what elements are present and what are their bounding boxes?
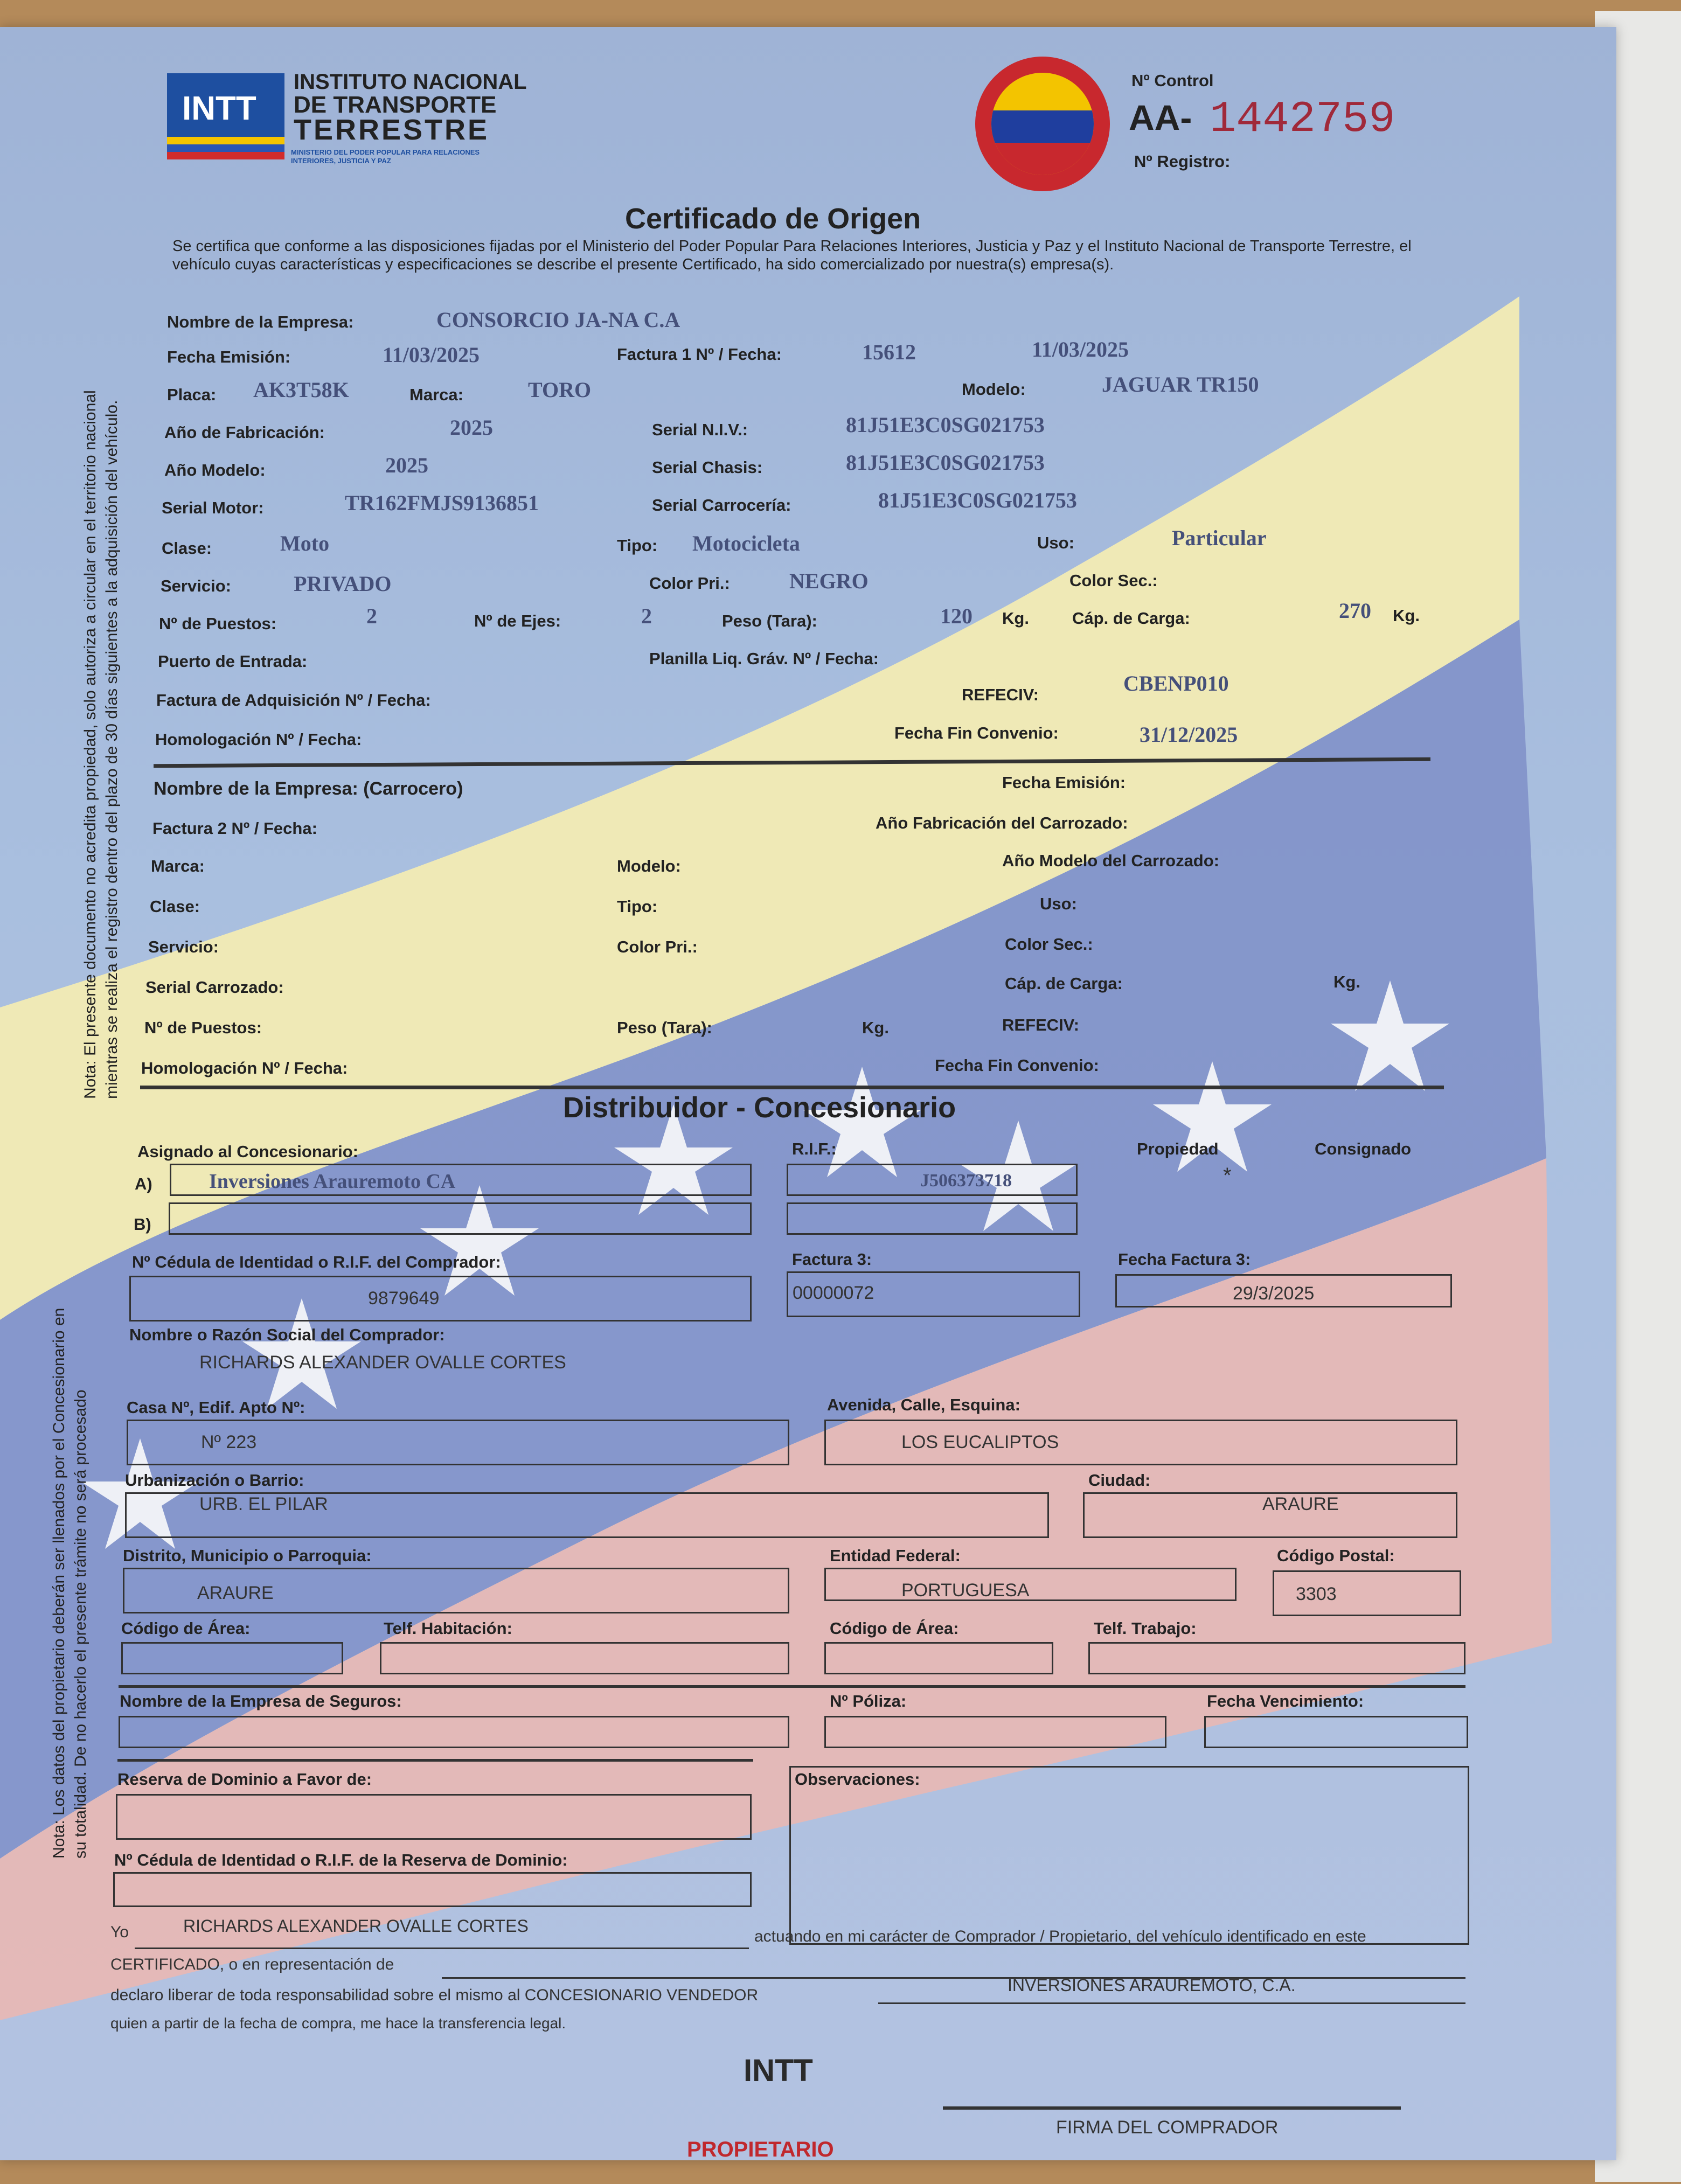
entidad-field[interactable] bbox=[824, 1568, 1237, 1601]
peso-unit: Kg. bbox=[1002, 609, 1029, 628]
servicio-label: Servicio: bbox=[161, 576, 231, 595]
page-title: Certificado de Origen bbox=[625, 203, 921, 235]
puerto-label: Puerto de Entrada: bbox=[158, 652, 308, 671]
puestos-value: 2 bbox=[366, 604, 377, 628]
codigo-area-label: Código de Área: bbox=[121, 1619, 251, 1638]
modelo-label: Modelo: bbox=[962, 380, 1026, 399]
distrito-value: ARAURE bbox=[197, 1583, 274, 1603]
observaciones-label: Observaciones: bbox=[795, 1770, 920, 1789]
empresa-value: CONSORCIO JA-NA C.A bbox=[436, 308, 680, 332]
codigo-postal-field[interactable] bbox=[1273, 1570, 1461, 1616]
codigo-postal-label: Código Postal: bbox=[1277, 1546, 1395, 1565]
row-a-label: A) bbox=[135, 1174, 152, 1193]
codigo-area-2-field[interactable] bbox=[824, 1642, 1053, 1674]
carrocero-modelo-label: Modelo: bbox=[617, 857, 681, 875]
entidad-label: Entidad Federal: bbox=[830, 1546, 961, 1565]
anio-modelo-label: Año Modelo: bbox=[164, 461, 266, 479]
ministry-seal-icon bbox=[975, 57, 1110, 191]
side-note-top bbox=[80, 390, 123, 1099]
carrocero-servicio-label: Servicio: bbox=[148, 937, 219, 956]
vendedor-line bbox=[878, 2002, 1465, 2004]
carga-label: Cáp. de Carga: bbox=[1072, 609, 1190, 628]
institute-name-3: TERRESTRE bbox=[294, 114, 490, 146]
distrito-field[interactable] bbox=[123, 1568, 789, 1613]
factura1-label: Factura 1 Nº / Fecha: bbox=[617, 345, 782, 364]
comprador-signature-line bbox=[135, 1947, 749, 1949]
color-pri-value: NEGRO bbox=[789, 569, 869, 593]
rif-b-field[interactable] bbox=[787, 1202, 1078, 1235]
factura3-label: Factura 3: bbox=[792, 1250, 872, 1269]
carga-unit: Kg. bbox=[1393, 606, 1420, 625]
servicio-value: PRIVADO bbox=[294, 572, 392, 596]
carrocero-fecha-emision-label: Fecha Emisión: bbox=[1002, 773, 1126, 792]
serial-niv-value: 81J51E3C0SG021753 bbox=[846, 413, 1045, 437]
factura2-label: Factura 2 Nº / Fecha: bbox=[152, 819, 317, 838]
poliza-label: Nº Póliza: bbox=[830, 1692, 907, 1710]
placa-value: AK3T58K bbox=[253, 378, 349, 402]
firma-line bbox=[943, 2106, 1401, 2110]
refeciv-value: CBENP010 bbox=[1123, 671, 1229, 695]
fecha-emision-label: Fecha Emisión: bbox=[167, 347, 291, 366]
peso-label: Peso (Tara): bbox=[722, 611, 817, 630]
avenida-field[interactable] bbox=[824, 1420, 1457, 1465]
carrocero-color-sec-label: Color Sec.: bbox=[1005, 935, 1093, 954]
carrocero-marca-label: Marca: bbox=[151, 857, 205, 875]
ejes-label: Nº de Ejes: bbox=[474, 611, 561, 630]
registro-label: Nº Registro: bbox=[1134, 152, 1231, 171]
cedula-label: Nº Cédula de Identidad o R.I.F. del Comprador: bbox=[132, 1253, 501, 1271]
fecha-emision-value: 11/03/2025 bbox=[383, 343, 480, 367]
reserva-label: Reserva de Dominio a Favor de: bbox=[117, 1770, 372, 1789]
fecha-fin-value: 31/12/2025 bbox=[1140, 722, 1238, 747]
seguros-field[interactable] bbox=[119, 1716, 789, 1748]
clase-value: Moto bbox=[280, 531, 330, 555]
intt-stamp: INTT bbox=[744, 2053, 813, 2088]
telf-habitacion-field[interactable] bbox=[380, 1642, 789, 1674]
serial-chasis-value: 81J51E3C0SG021753 bbox=[846, 450, 1045, 475]
distrito-label: Distrito, Municipio o Parroquia: bbox=[123, 1546, 372, 1565]
urbanizacion-label: Urbanización o Barrio: bbox=[125, 1471, 304, 1490]
ministry-line: MINISTERIO DEL PODER POPULAR PARA RELACIONES INTERIORES, JUSTICIA Y PAZ bbox=[291, 148, 480, 165]
entidad-value: PORTUGUESA bbox=[901, 1580, 1030, 1601]
codigo-area-field[interactable] bbox=[121, 1642, 343, 1674]
empresa-label: Nombre de la Empresa: bbox=[167, 312, 354, 331]
side-note-top-line-1: Nota: El presente documento no acredita propiedad, solo autoriza a circular en el territorio nacional bbox=[81, 390, 99, 1099]
firma-comprador-label: FIRMA DEL COMPRADOR bbox=[1056, 2117, 1279, 2138]
serial-carroceria-value: 81J51E3C0SG021753 bbox=[878, 488, 1077, 512]
anio-modelo-value: 2025 bbox=[385, 453, 428, 477]
section-divider-4 bbox=[117, 1759, 753, 1762]
ciudad-field[interactable] bbox=[1083, 1492, 1457, 1538]
tipo-value: Motocicleta bbox=[692, 531, 800, 555]
rif-label: R.I.F.: bbox=[792, 1139, 837, 1158]
modelo-value: JAGUAR TR150 bbox=[1102, 372, 1259, 397]
control-number: 1442759 bbox=[1210, 94, 1395, 144]
urbanizacion-value: URB. EL PILAR bbox=[199, 1494, 328, 1514]
serial-carrozado-label: Serial Carrozado: bbox=[145, 978, 284, 997]
anio-fab-value: 2025 bbox=[450, 415, 493, 440]
side-note-bottom bbox=[48, 1308, 92, 1859]
declaration-line-4: quien a partir de la fecha de compra, me hace la transferencia legal. bbox=[110, 2015, 566, 2032]
nombre-comprador-label: Nombre o Razón Social del Comprador: bbox=[129, 1325, 445, 1344]
marca-label: Marca: bbox=[409, 385, 463, 404]
poliza-field[interactable] bbox=[824, 1716, 1166, 1748]
fecha-factura3-label: Fecha Factura 3: bbox=[1118, 1250, 1251, 1269]
propiedad-mark: * bbox=[1223, 1164, 1232, 1187]
casa-label: Casa Nº, Edif. Apto Nº: bbox=[127, 1398, 305, 1417]
declaration-line-1: actuando en mi carácter de Comprador / Propietario, del vehículo identificado en este bbox=[754, 1928, 1366, 1945]
fecha-vencimiento-label: Fecha Vencimiento: bbox=[1207, 1692, 1364, 1710]
urbanizacion-field[interactable] bbox=[125, 1492, 1049, 1538]
propiedad-label: Propiedad bbox=[1137, 1139, 1219, 1158]
uso-label: Uso: bbox=[1037, 533, 1074, 552]
anio-fab-carrozado-label: Año Fabricación del Carrozado: bbox=[876, 813, 1128, 832]
ciudad-label: Ciudad: bbox=[1088, 1471, 1151, 1490]
declaration-comprador-name: RICHARDS ALEXANDER OVALLE CORTES bbox=[183, 1916, 529, 1936]
side-note-top-line-2: mientras se realiza el registro dentro del plazo de 30 días siguientes a la adquisición del vehículo. bbox=[103, 400, 121, 1099]
nombre-comprador-value: RICHARDS ALEXANDER OVALLE CORTES bbox=[199, 1352, 566, 1373]
fecha-vencimiento-field[interactable] bbox=[1204, 1716, 1468, 1748]
concesionario-b-field[interactable] bbox=[169, 1202, 752, 1235]
anio-modelo-carrozado-label: Año Modelo del Carrozado: bbox=[1002, 851, 1219, 870]
side-note-bottom-line-2: su totalidad. De no hacerlo el presente trámite no será procesado bbox=[72, 1389, 89, 1859]
side-note-bottom-line-1: Nota: Los datos del propietario deberán ser llenados por el Concesionario en bbox=[50, 1307, 68, 1859]
intt-logo bbox=[167, 73, 284, 159]
planilla-label: Planilla Liq. Gráv. Nº / Fecha: bbox=[649, 649, 879, 668]
clase-label: Clase: bbox=[162, 539, 212, 558]
serial-niv-label: Serial N.I.V.: bbox=[652, 420, 748, 439]
telf-habitacion-label: Telf. Habitación: bbox=[384, 1619, 512, 1638]
tipo-label: Tipo: bbox=[617, 536, 658, 555]
peso-value: 120 bbox=[940, 604, 973, 628]
cedula-value: 9879649 bbox=[368, 1288, 440, 1309]
fecha-fin-label: Fecha Fin Convenio: bbox=[894, 724, 1059, 742]
ejes-value: 2 bbox=[641, 604, 652, 628]
fecha-factura3-field[interactable] bbox=[1115, 1274, 1452, 1307]
row-b-label: B) bbox=[134, 1215, 151, 1234]
ciudad-value: ARAURE bbox=[1262, 1494, 1339, 1514]
factura1-fecha-value: 11/03/2025 bbox=[1032, 337, 1129, 361]
seguros-label: Nombre de la Empresa de Seguros: bbox=[120, 1692, 402, 1710]
codigo-postal-value: 3303 bbox=[1296, 1584, 1337, 1604]
cedula-reserva-field[interactable] bbox=[113, 1872, 752, 1907]
concesionario-a-field[interactable] bbox=[170, 1164, 752, 1196]
declaration-yo: Yo bbox=[110, 1923, 129, 1941]
puestos-label: Nº de Puestos: bbox=[159, 614, 277, 633]
avenida-value: LOS EUCALIPTOS bbox=[901, 1432, 1059, 1452]
fecha-factura3-value: 29/3/2025 bbox=[1233, 1283, 1315, 1304]
placa-label: Placa: bbox=[167, 385, 217, 404]
casa-value: Nº 223 bbox=[201, 1432, 257, 1452]
cedula-field[interactable] bbox=[129, 1276, 752, 1321]
serial-motor-value: TR162FMJS9136851 bbox=[345, 491, 539, 515]
institute-name-2: DE TRANSPORTE bbox=[294, 92, 497, 118]
serial-chasis-label: Serial Chasis: bbox=[652, 458, 763, 477]
distribuidor-title: Distribuidor - Concesionario bbox=[563, 1091, 956, 1124]
carrocero-carga-label: Cáp. de Carga: bbox=[1005, 974, 1123, 993]
refeciv-label: REFECIV: bbox=[962, 685, 1039, 704]
carrocero-fecha-fin-label: Fecha Fin Convenio: bbox=[935, 1056, 1099, 1075]
casa-field[interactable] bbox=[127, 1420, 789, 1465]
factura3-value: 00000072 bbox=[793, 1283, 874, 1303]
carrocero-tipo-label: Tipo: bbox=[617, 897, 658, 916]
control-prefix: AA- bbox=[1129, 98, 1192, 137]
anio-fab-label: Año de Fabricación: bbox=[164, 423, 325, 442]
representacion-line bbox=[442, 1977, 1465, 1979]
rif-a-value: J506373718 bbox=[920, 1171, 1012, 1191]
carrocero-peso-unit: Kg. bbox=[862, 1018, 889, 1037]
marca-value: TORO bbox=[528, 378, 592, 402]
homologacion-label: Homologación Nº / Fecha: bbox=[155, 730, 362, 749]
carrocero-refeciv-label: REFECIV: bbox=[1002, 1016, 1079, 1034]
serial-motor-label: Serial Motor: bbox=[162, 498, 264, 517]
factura-adq-label: Factura de Adquisición Nº / Fecha: bbox=[156, 691, 431, 710]
intro-text: Se certifica que conforme a las disposiciones fijadas por el Ministerio del Poder Popular Para Relaciones Interiores, Justicia y Paz y el Instituto Nacional de Transporte Terrestre, el vehículo cuyas características y especificaciones se describe el presente Certificado, ha sido comercializado por nuestra(s) empresa(s). bbox=[172, 238, 1412, 273]
consignado-label: Consignado bbox=[1315, 1139, 1412, 1158]
codigo-area-2-label: Código de Área: bbox=[830, 1619, 959, 1638]
uso-value: Particular bbox=[1172, 526, 1267, 550]
institute-name: INSTITUTO NACIONAL bbox=[294, 70, 527, 94]
declaration-line-2: CERTIFICADO, o en representación de bbox=[110, 1956, 394, 1973]
carrocero-puestos-label: Nº de Puestos: bbox=[144, 1018, 262, 1037]
carrocero-carga-unit: Kg. bbox=[1333, 972, 1360, 991]
serial-carroceria-label: Serial Carrocería: bbox=[652, 496, 791, 514]
concesionario-a-value: Inversiones Arauremoto CA bbox=[209, 1170, 456, 1193]
footer-propietario: PROPIETARIO bbox=[687, 2138, 834, 2161]
telf-trabajo-label: Telf. Trabajo: bbox=[1094, 1619, 1197, 1638]
carrocero-empresa-label: Nombre de la Empresa: (Carrocero) bbox=[154, 778, 463, 799]
certificate-page bbox=[0, 27, 1616, 2160]
color-pri-label: Color Pri.: bbox=[649, 574, 730, 593]
section-divider-2 bbox=[140, 1086, 1444, 1089]
carrocero-peso-label: Peso (Tara): bbox=[617, 1018, 712, 1037]
carrocero-clase-label: Clase: bbox=[150, 897, 200, 916]
carga-value: 270 bbox=[1339, 599, 1371, 623]
asignado-label: Asignado al Concesionario: bbox=[137, 1142, 358, 1161]
declaration-line-3: declaro liberar de toda responsabilidad sobre el mismo al CONCESIONARIO VENDEDOR bbox=[110, 1986, 759, 2004]
control-label: Nº Control bbox=[1131, 71, 1214, 90]
telf-trabajo-field[interactable] bbox=[1088, 1642, 1465, 1674]
observaciones-field[interactable] bbox=[789, 1766, 1469, 1945]
factura1-value: 15612 bbox=[862, 340, 916, 364]
carrocero-uso-label: Uso: bbox=[1040, 894, 1077, 913]
logo-text: INTT bbox=[182, 90, 256, 127]
section-divider-3 bbox=[119, 1685, 1465, 1688]
reserva-field[interactable] bbox=[116, 1794, 752, 1840]
color-sec-label: Color Sec.: bbox=[1069, 571, 1158, 590]
declaration-vendedor: INVERSIONES ARAUREMOTO, C.A. bbox=[1008, 1976, 1296, 1995]
carrocero-homologacion-label: Homologación Nº / Fecha: bbox=[141, 1059, 348, 1077]
rif-a-field[interactable] bbox=[787, 1164, 1078, 1196]
cedula-reserva-label: Nº Cédula de Identidad o R.I.F. de la Reserva de Dominio: bbox=[114, 1851, 568, 1869]
factura3-field[interactable] bbox=[787, 1271, 1080, 1317]
carrocero-color-pri-label: Color Pri.: bbox=[617, 937, 698, 956]
avenida-label: Avenida, Calle, Esquina: bbox=[827, 1395, 1020, 1414]
